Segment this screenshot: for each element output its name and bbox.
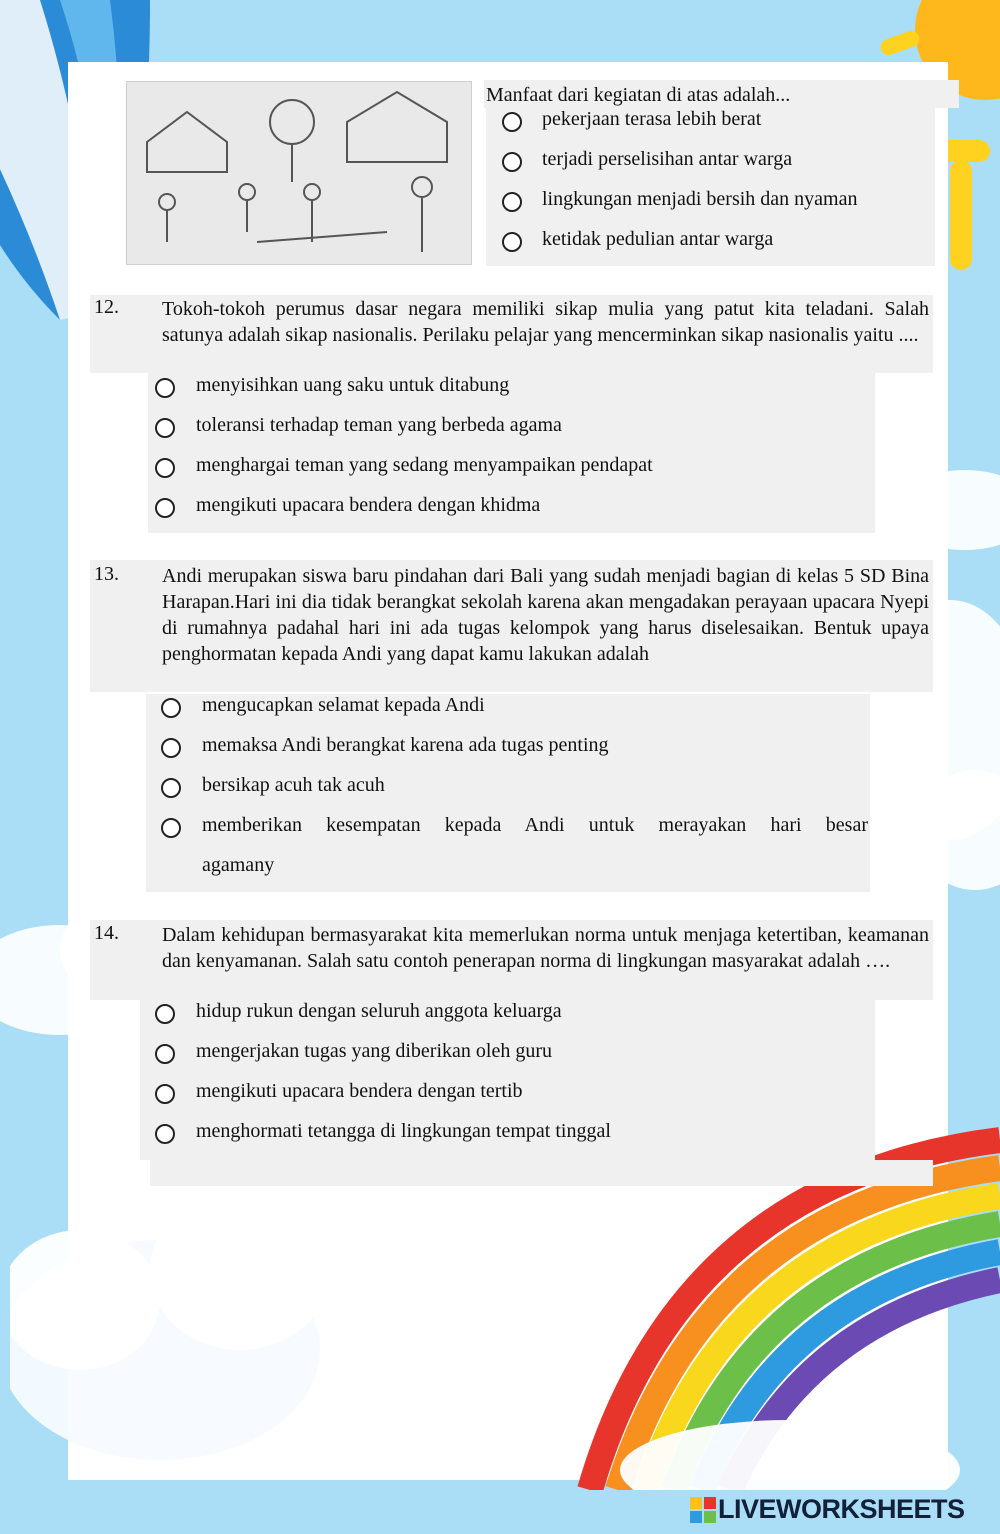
q12-option-4-radio[interactable] — [155, 498, 175, 518]
q13-option-4-label[interactable]: memberikan kesempatan kepada Andi untuk merayakan hari besar — [202, 814, 868, 836]
q13-option-1-label[interactable]: mengucapkan selamat kepada Andi — [202, 694, 485, 716]
q11-prompt: Manfaat dari kegiatan di atas adalah... — [486, 84, 791, 106]
q12-option-3-radio[interactable] — [155, 458, 175, 478]
q11-option-4-radio[interactable] — [502, 232, 522, 252]
q14-option-2-radio[interactable] — [155, 1044, 175, 1064]
q12-option-3-label[interactable]: menghargai teman yang sedang menyampaikan pendapat — [196, 454, 653, 476]
q14-option-1-label[interactable]: hidup rukun dengan seluruh anggota keluarga — [196, 1000, 562, 1022]
q14-option-2-label[interactable]: mengerjakan tugas yang diberikan oleh guru — [196, 1040, 552, 1062]
q12-option-1-label[interactable]: menyisihkan uang saku untuk ditabung — [196, 374, 510, 396]
q14-footer-box — [150, 1160, 933, 1186]
q14-option-3-radio[interactable] — [155, 1084, 175, 1104]
q14-number: 14. — [94, 922, 119, 944]
q13-option-1-radio[interactable] — [161, 698, 181, 718]
q11-option-3-radio[interactable] — [502, 192, 522, 212]
liveworksheets-logo-icon — [690, 1497, 716, 1523]
q13-option-2-radio[interactable] — [161, 738, 181, 758]
q11-option-1-label[interactable]: pekerjaan terasa lebih berat — [542, 108, 762, 130]
q13-number: 13. — [94, 563, 119, 585]
q11-option-2-label[interactable]: terjadi perselisihan antar warga — [542, 148, 793, 170]
q11-option-2-radio[interactable] — [502, 152, 522, 172]
q12-option-2-label[interactable]: toleransi terhadap teman yang berbeda agama — [196, 414, 562, 436]
q11-option-4-label[interactable]: ketidak pedulian antar warga — [542, 228, 774, 250]
q14-option-4-label[interactable]: menghormati tetangga di lingkungan tempat tinggal — [196, 1120, 611, 1142]
q13-option-4-label-cont[interactable]: agamany — [202, 854, 275, 876]
q12-prompt: Tokoh-tokoh perumus dasar negara memiliki sikap mulia yang patut kita teladani. Salah satunya adalah sikap nasionalis. Perilaku pelajar yang mencerminkan sikap nasionalis yaitu .... — [162, 298, 929, 346]
community-work-illustration — [126, 81, 472, 265]
q13-option-3-label[interactable]: bersikap acuh tak acuh — [202, 774, 385, 796]
q11-option-1-radio[interactable] — [502, 112, 522, 132]
q12-option-2-radio[interactable] — [155, 418, 175, 438]
q11-option-3-label[interactable]: lingkungan menjadi bersih dan nyaman — [542, 188, 858, 210]
q14-option-4-radio[interactable] — [155, 1124, 175, 1144]
q12-option-1-radio[interactable] — [155, 378, 175, 398]
q12-option-4-label[interactable]: mengikuti upacara bendera dengan khidma — [196, 494, 541, 516]
q13-option-3-radio[interactable] — [161, 778, 181, 798]
q13-prompt: Andi merupakan siswa baru pindahan dari Bali yang sudah menjadi bagian di kelas 5 SD Bina Harapan.Hari ini dia tidak berangkat sekolah karena akan mengadakan perayaan upacara Nyepi di rumahnya padahal hari ini ada tugas kelompok yang harus diselesaikan. Bentuk upaya penghormatan kepada Andi yang dapat kamu lakukan adalah — [162, 565, 929, 665]
liveworksheets-logo-text: LIVEWORKSHEETS — [718, 1494, 965, 1524]
cloud-icon — [10, 1150, 340, 1480]
q14-option-1-radio[interactable] — [155, 1004, 175, 1024]
q13-option-2-label[interactable]: memaksa Andi berangkat karena ada tugas penting — [202, 734, 609, 756]
q14-option-3-label[interactable]: mengikuti upacara bendera dengan tertib — [196, 1080, 523, 1102]
q11-prompt-box — [484, 80, 959, 108]
q13-option-4-radio[interactable] — [161, 818, 181, 838]
q14-prompt: Dalam kehidupan bermasyarakat kita memerlukan norma untuk menjaga ketertiban, keamanan dan kenyamanan. Salah satu contoh penerapan norma di lingkungan masyarakat adalah …. — [162, 924, 929, 972]
q12-number: 12. — [94, 296, 119, 318]
